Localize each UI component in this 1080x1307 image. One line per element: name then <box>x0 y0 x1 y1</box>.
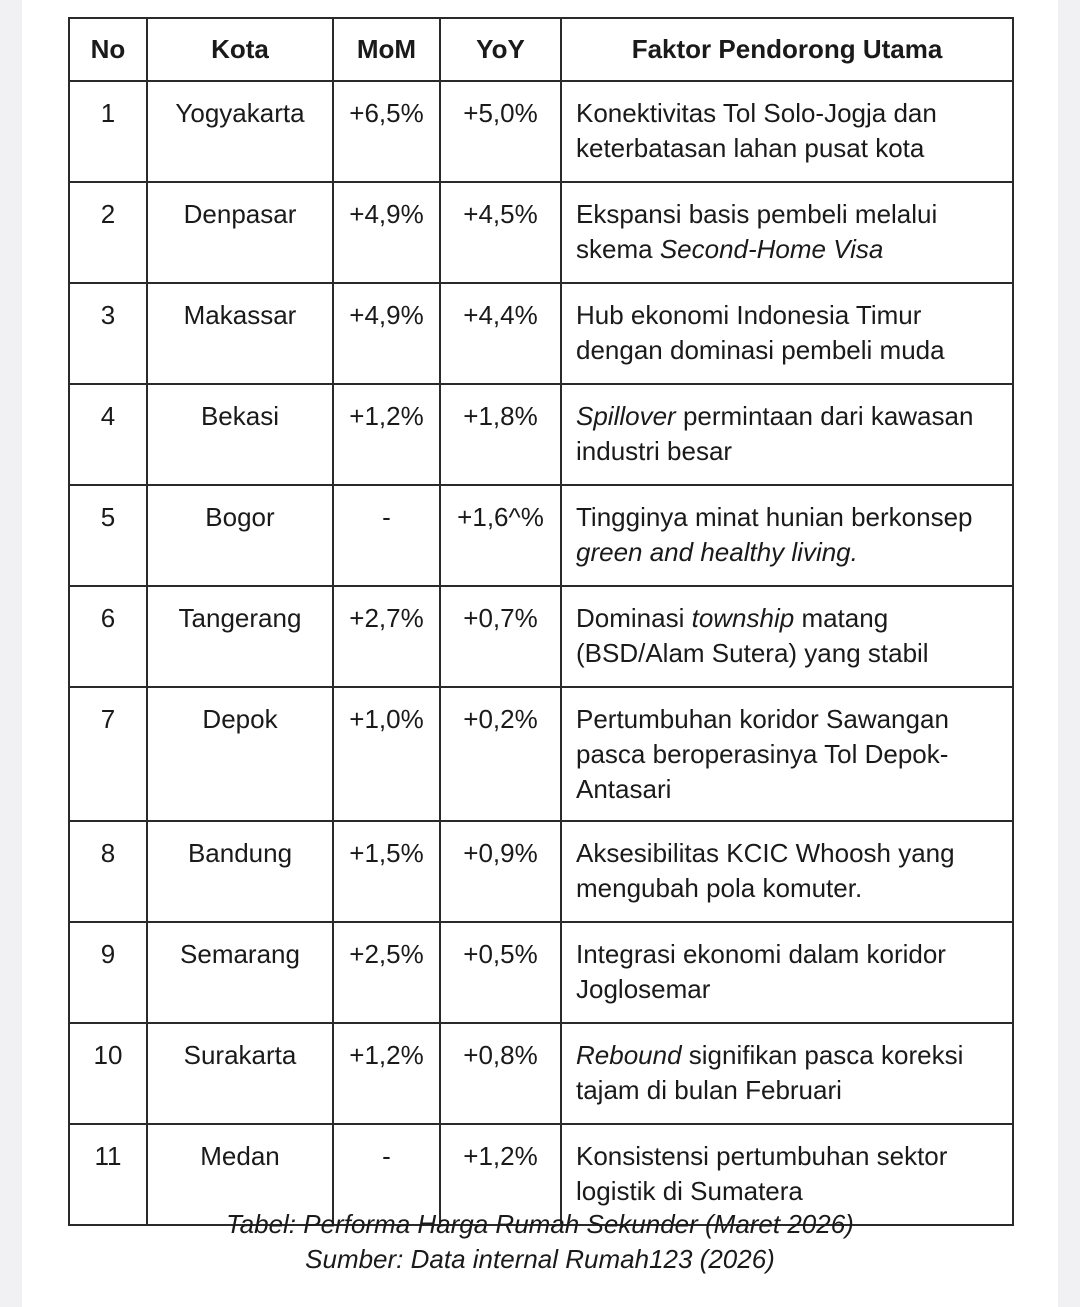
header-mom: MoM <box>333 18 440 81</box>
cell-kota: Medan <box>147 1124 333 1225</box>
cell-mom: +1,5% <box>333 821 440 922</box>
cell-no: 5 <box>69 485 147 586</box>
cell-faktor <box>561 922 1013 1023</box>
cell-mom: +6,5% <box>333 81 440 182</box>
cell-yoy: +0,9% <box>440 821 561 922</box>
table-row <box>69 182 1013 283</box>
cell-faktor <box>561 586 1013 687</box>
table-row <box>69 283 1013 384</box>
faktor-text: Tingginya minat hunian berkonsep <box>576 502 973 532</box>
cell-faktor <box>561 182 1013 283</box>
cell-kota: Depok <box>147 687 333 821</box>
faktor-text: matang (BSD/Alam Sutera) yang stabil <box>576 603 929 668</box>
faktor-italic-text: Spillover <box>576 401 676 431</box>
cell-yoy: +1,6^% <box>440 485 561 586</box>
table-row <box>69 384 1013 485</box>
cell-yoy: +4,5% <box>440 182 561 283</box>
faktor-italic-text: Rebound <box>576 1040 682 1070</box>
table-row <box>69 687 1013 821</box>
cell-yoy: +0,8% <box>440 1023 561 1124</box>
cell-mom: - <box>333 485 440 586</box>
table-row <box>69 586 1013 687</box>
cell-kota: Surakarta <box>147 1023 333 1124</box>
cell-yoy: +0,7% <box>440 586 561 687</box>
cell-yoy: +1,2% <box>440 1124 561 1225</box>
table-row <box>69 821 1013 922</box>
cell-no: 1 <box>69 81 147 182</box>
faktor-text: Hub ekonomi Indonesia Timur dengan dominasi pembeli muda <box>576 300 945 365</box>
faktor-text: Integrasi ekonomi dalam koridor Joglosemar <box>576 939 946 1004</box>
cell-no: 9 <box>69 922 147 1023</box>
table-header-row <box>69 18 1013 81</box>
cell-no: 7 <box>69 687 147 821</box>
faktor-text: Pertumbuhan koridor Sawangan pasca beroperasinya Tol Depok-Antasari <box>576 704 949 804</box>
cell-faktor <box>561 485 1013 586</box>
cell-kota: Semarang <box>147 922 333 1023</box>
cell-no: 10 <box>69 1023 147 1124</box>
table-row <box>69 922 1013 1023</box>
table-row <box>69 1023 1013 1124</box>
cell-kota: Bekasi <box>147 384 333 485</box>
cell-mom: - <box>333 1124 440 1225</box>
cell-no: 3 <box>69 283 147 384</box>
cell-no: 8 <box>69 821 147 922</box>
cell-mom: +1,2% <box>333 384 440 485</box>
cell-faktor <box>561 81 1013 182</box>
faktor-text: permintaan dari kawasan industri besar <box>576 401 974 466</box>
faktor-text: Konektivitas Tol Solo-Jogja dan keterbatasan lahan pusat kota <box>576 98 937 163</box>
caption-source: Sumber: Data internal Rumah123 (2026) <box>305 1244 775 1274</box>
faktor-text: signifikan pasca koreksi tajam di bulan Februari <box>576 1040 964 1105</box>
table-caption <box>68 1207 1012 1277</box>
cell-mom: +2,7% <box>333 586 440 687</box>
cell-kota: Denpasar <box>147 182 333 283</box>
cell-no: 4 <box>69 384 147 485</box>
cell-mom: +4,9% <box>333 182 440 283</box>
cell-mom: +1,0% <box>333 687 440 821</box>
cell-kota: Bogor <box>147 485 333 586</box>
cell-faktor <box>561 384 1013 485</box>
cell-kota: Bandung <box>147 821 333 922</box>
table-row <box>69 81 1013 182</box>
faktor-text: Ekspansi basis pembeli melalui skema <box>576 199 938 264</box>
cell-no: 11 <box>69 1124 147 1225</box>
cell-yoy: +4,4% <box>440 283 561 384</box>
cell-faktor <box>561 1023 1013 1124</box>
cell-mom: +4,9% <box>333 283 440 384</box>
faktor-italic-text: township <box>691 603 795 633</box>
cell-kota: Tangerang <box>147 586 333 687</box>
cell-no: 2 <box>69 182 147 283</box>
faktor-italic-text: green and healthy living. <box>576 537 858 567</box>
cell-yoy: +1,8% <box>440 384 561 485</box>
caption-title: Tabel: Performa Harga Rumah Sekunder (Maret 2026) <box>226 1209 854 1239</box>
cell-yoy: +5,0% <box>440 81 561 182</box>
header-no: No <box>69 18 147 81</box>
cell-kota: Yogyakarta <box>147 81 333 182</box>
cell-faktor <box>561 687 1013 821</box>
faktor-italic-text: Second-Home Visa <box>659 234 884 264</box>
cell-mom: +2,5% <box>333 922 440 1023</box>
cell-faktor <box>561 283 1013 384</box>
faktor-text: Dominasi <box>576 603 692 633</box>
header-kota: Kota <box>147 18 333 81</box>
header-faktor: Faktor Pendorong Utama <box>561 18 1013 81</box>
header-yoy: YoY <box>440 18 561 81</box>
faktor-text: Aksesibilitas KCIC Whoosh yang mengubah pola komuter. <box>576 838 955 903</box>
faktor-text: Konsistensi pertumbuhan sektor logistik di Sumatera <box>576 1141 948 1206</box>
table-body <box>69 81 1013 1225</box>
cell-no: 6 <box>69 586 147 687</box>
cell-kota: Makassar <box>147 283 333 384</box>
cell-yoy: +0,5% <box>440 922 561 1023</box>
table-row <box>69 485 1013 586</box>
cell-faktor <box>561 821 1013 922</box>
cell-yoy: +0,2% <box>440 687 561 821</box>
price-performance-table <box>68 17 1014 1226</box>
cell-mom: +1,2% <box>333 1023 440 1124</box>
